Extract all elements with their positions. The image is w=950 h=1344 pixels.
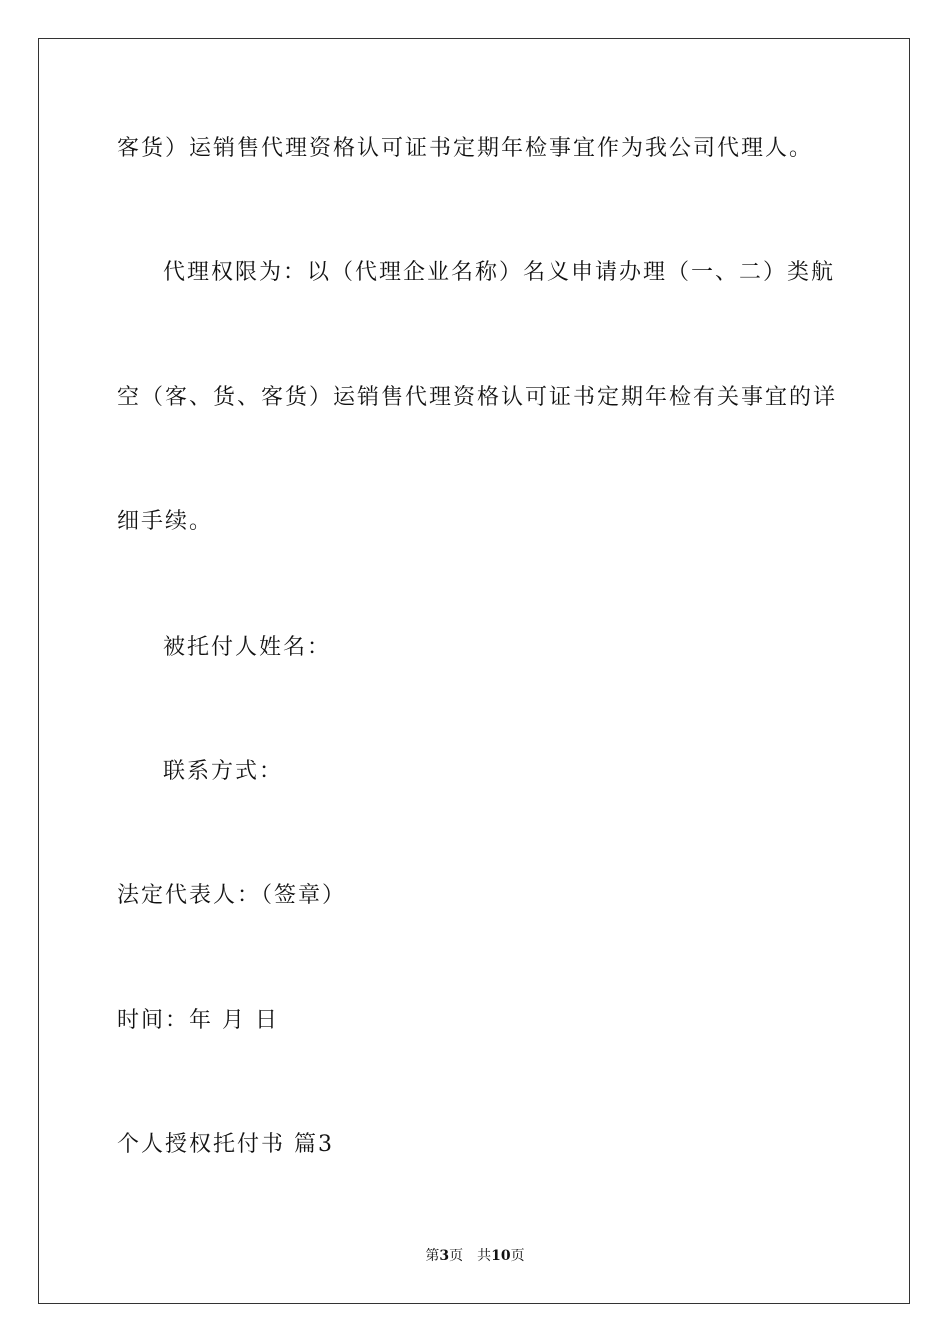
total-pages: 10 (491, 1248, 511, 1264)
total-suffix: 页 (510, 1248, 525, 1264)
body-line-2: 代理权限为：以（代理企业名称）名义申请办理（一、二）类航 (163, 260, 836, 285)
page-prefix: 第 (425, 1248, 440, 1264)
body-line-3: 空（客、货、客货）运销售代理资格认可证书定期年检有关事宜的详 (117, 385, 838, 410)
body-line-4: 细手续。 (117, 509, 214, 534)
page-suffix: 页 (449, 1248, 464, 1264)
body-line-1: 客货）运销售代理资格认可证书定期年检事宜作为我公司代理人。 (117, 136, 814, 161)
contact-label: 联系方式： (163, 759, 284, 784)
trustee-name-label: 被托付人姓名： (163, 635, 332, 660)
date-label: 时间：年 月 日 (117, 1008, 279, 1033)
page-number: 3 (439, 1248, 450, 1264)
page-border (38, 38, 910, 1304)
legal-representative-label: 法定代表人：（签章） (117, 883, 347, 908)
section-heading: 个人授权托付书 篇3 (117, 1132, 334, 1157)
page-footer (0, 1246, 950, 1266)
total-prefix: 共 (477, 1248, 492, 1264)
